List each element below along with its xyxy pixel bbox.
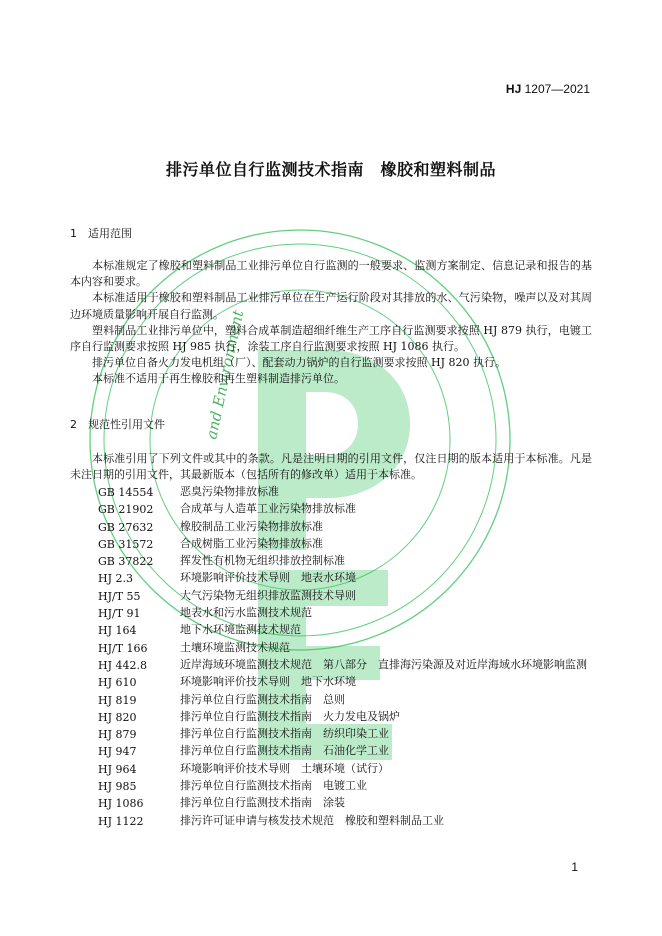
reference-item: HJ/T 166 土壤环境监测技术规范 (98, 640, 290, 655)
reference-item: HJ/T 55 大气污染物无组织排放监测技术导则 (98, 588, 356, 603)
page-title: 排污单位自行监测技术指南 橡胶和塑料制品 (165, 160, 496, 179)
paragraph: 本标准不适用于再生橡胶和再生塑料制造排污单位。 (92, 372, 345, 386)
reference-item: HJ 947 排污单位自行监测技术指南 石油化学工业 (98, 744, 389, 759)
refs-intro: 本标准引用了下列文件或其中的条款。凡是注明日期的引用文件，仅注日期的版本适用于本标准。凡是未注日期的引用文件，其最新版本（包括所有的修改单）适用于本标准。 (70, 452, 592, 482)
reference-item: HJ 819 排污单位自行监测技术指南 总则 (98, 692, 345, 707)
paragraph: 排污单位自备火力发电机组（厂）、配套动力锅炉的自行监测要求按照 HJ 820 执行。 (92, 356, 506, 370)
reference-item: GB 21902 合成革与人造革工业污染物排放标准 (98, 502, 356, 517)
section-heading-2: 2 规范性引用文件 (70, 418, 165, 431)
reference-item: HJ 985 排污单位自行监测技术指南 电镀工业 (98, 779, 367, 794)
reference-item: HJ 442.8 近岸海域环境监测技术规范 第八部分 直排海污染源及对近岸海域水环境影响监测 (98, 657, 587, 672)
reference-item: GB 37822 挥发性有机物无组织排放控制标准 (98, 554, 345, 569)
reference-item: HJ 964 环境影响评价技术导则 土壤环境（试行） (98, 761, 389, 776)
reference-item: HJ 610 环境影响评价技术导则 地下水环境 (98, 675, 356, 690)
paragraph: 本标准规定了橡胶和塑料制品工业排污单位自行监测的一般要求、监测方案制定、信息记录和报告的基本内容和要求。 (70, 259, 592, 289)
reference-item: HJ/T 91 地表水和污水监测技术规范 (98, 606, 312, 621)
scope-paragraphs (70, 258, 592, 388)
reference-item: HJ 1122 排污许可证申请与核发技术规范 橡胶和塑料制品工业 (98, 813, 444, 828)
reference-item: HJ 820 排污单位自行监测技术指南 火力发电及锅炉 (98, 709, 400, 724)
reference-list (98, 484, 598, 830)
reference-item: HJ 164 地下水环境监测技术规范 (98, 623, 301, 638)
reference-item: GB 14554 恶臭污染物排放标准 (98, 485, 279, 499)
section-heading-1: 1 适用范围 (70, 227, 132, 240)
paragraph: 塑料制品工业排污单位中，塑料合成革制造超细纤维生产工序自行监测要求按照 HJ 879 执行，电镀工序自行监测要求按照 HJ 985 执行，涂装工序自行监测要求按照 HJ 1086 执行。 (70, 323, 592, 354)
page-number: 1 (571, 860, 578, 874)
reference-item: HJ 879 排污单位自行监测技术指南 纺织印染工业 (98, 727, 389, 742)
paragraph: 本标准适用于橡胶和塑料制品工业排污单位在生产运行阶段对其排放的水、气污染物，噪声以及对其周边环境质量影响开展自行监测。 (70, 291, 592, 321)
watermark-text: and Environment (202, 308, 248, 441)
reference-item: HJ 2.3 环境影响评价技术导则 地表水环境 (98, 571, 356, 586)
standard-code: HJ 1207—2021 (505, 82, 590, 96)
reference-item: GB 31572 合成树脂工业污染物排放标准 (98, 536, 323, 551)
reference-item: HJ 1086 排污单位自行监测技术指南 涂装 (98, 796, 345, 811)
reference-item: GB 27632 橡胶制品工业污染物排放标准 (98, 519, 323, 534)
